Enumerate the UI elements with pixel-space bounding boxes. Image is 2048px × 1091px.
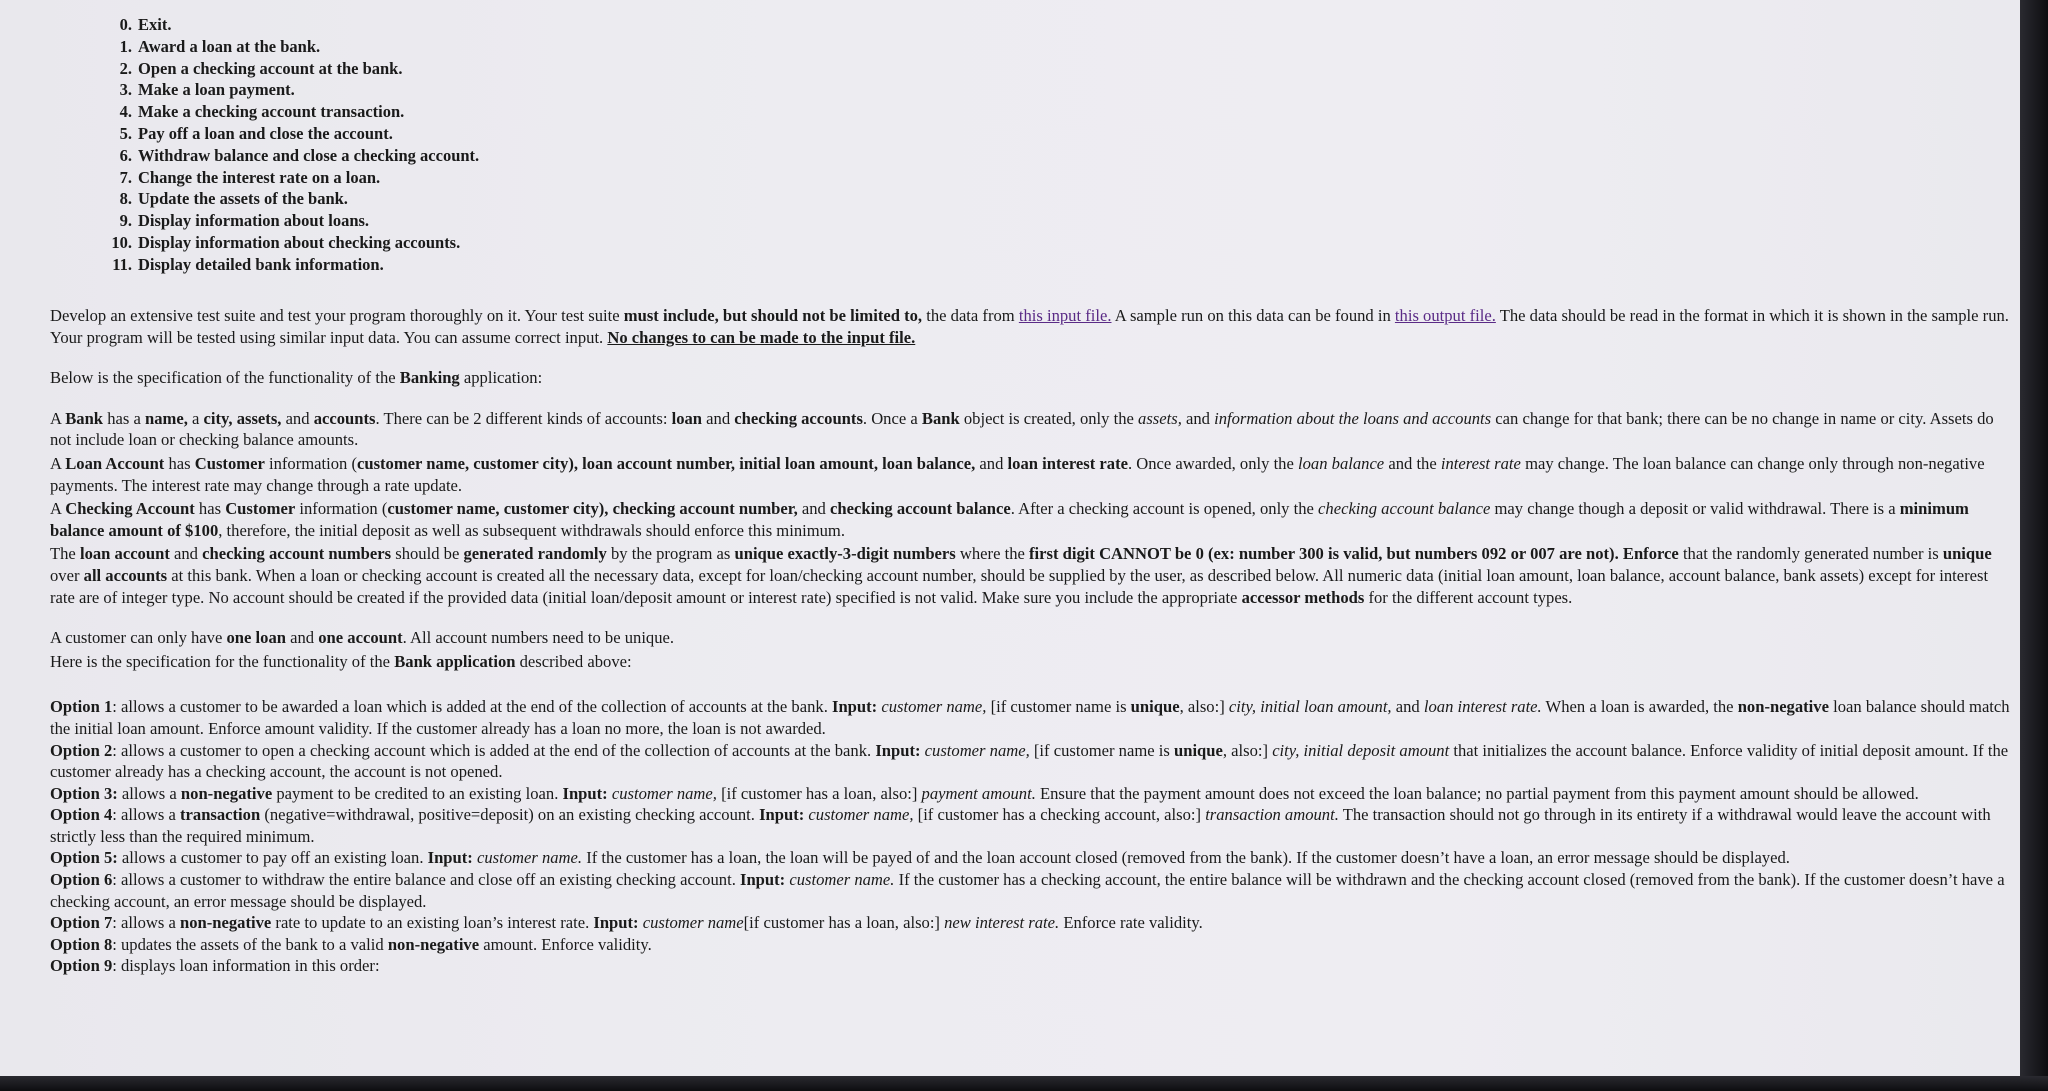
text-run: has a — [103, 408, 145, 428]
italic-run: customer name, — [804, 805, 914, 825]
text-run: by the program as — [606, 544, 735, 564]
text-run: a — [187, 408, 204, 428]
italic-run: checking account balance — [1318, 499, 1491, 519]
bold-run: must include, but should not be limited to, — [623, 306, 923, 325]
bold-run: Input: — [562, 783, 608, 803]
italic-run: customer name. — [785, 870, 895, 890]
text-run: for the different account types. — [1364, 587, 1573, 607]
text-run: . After a checking account is opened, only the — [1010, 499, 1319, 519]
italic-run: customer name, — [877, 697, 987, 717]
bold-run: Banking — [399, 368, 460, 388]
option-label: Option 4 — [50, 805, 113, 825]
text-run: A — [50, 499, 66, 519]
text-run: can change for that bank; there can be no change in name or city. Assets do not include loan or checking balance amounts. — [50, 408, 1994, 450]
text-run: information ( — [295, 499, 388, 519]
text-run: and — [702, 408, 735, 428]
menu-item — [104, 36, 479, 58]
text-run: [if customer has a loan, also:] — [716, 783, 922, 803]
italic-run: information about the loans and accounts — [1214, 408, 1492, 428]
italic-run: customer name, — [607, 783, 717, 803]
option-label: Option 1 — [50, 697, 113, 717]
bold-run: checking account balance — [830, 499, 1011, 519]
menu-item — [104, 232, 479, 254]
option-label: Option 7 — [50, 913, 113, 933]
text-run: at this bank. When a loan or checking account is created all the necessary data, except for loan/checking account number, should be supplied by the user, as described below. All numeric data (initial loan amount, loan balance, account balance, bank assets) except for interest rate are of integer type. No account should be created if the provided data (initial loan/deposit amount or interest rate) specified is not valid. Make sure you include the appropriate — [50, 565, 1989, 607]
bold-run: loan interest rate — [1007, 453, 1128, 473]
bold-run: Input: — [740, 870, 786, 890]
menu-item-label: Display detailed bank information. — [138, 254, 384, 274]
text-run: A customer can only have — [50, 628, 227, 648]
checking-account-paragraph — [50, 498, 2010, 541]
option-7-paragraph — [50, 912, 2010, 934]
text-run: may change though a deposit or valid withdrawal. There is a — [1490, 499, 1900, 519]
bold-run: generated randomly — [463, 544, 607, 564]
output-file-link[interactable]: this output file. — [1394, 306, 1496, 325]
menu-item-number: 0. — [119, 15, 132, 34]
italic-run: loan balance — [1298, 453, 1385, 473]
text-run: , also:] — [1179, 697, 1229, 717]
text-run: : allows a customer to open a checking account which is added at the end of the collection of accounts at the bank. — [112, 740, 876, 760]
text-run: and — [1391, 697, 1424, 717]
text-run: rate to update to an existing loan’s interest rate. — [271, 913, 594, 933]
menu-item — [104, 188, 479, 210]
text-run: has — [194, 499, 226, 519]
menu-item — [104, 210, 479, 232]
option-8-paragraph — [50, 934, 2010, 956]
text-run: : allows a customer to withdraw the entire balance and close off an existing checking account. — [112, 870, 740, 890]
text-run: amount. Enforce validity. — [479, 934, 652, 954]
bold-run: Bank application — [394, 651, 516, 671]
bold-run: one account — [318, 628, 403, 648]
bold-run: accounts — [313, 408, 376, 428]
bold-run: loan — [671, 408, 703, 428]
text-run: The data should be read in the format in which it is shown in the sample run. Your program will be tested using similar input data. You can assume correct input. — [50, 306, 2009, 347]
bold-run: first digit CANNOT be 0 (ex: number 300 is valid, but numbers 092 or 007 are not). Enforce — [1029, 544, 1679, 564]
italic-run: transaction amount. — [1205, 805, 1339, 825]
option-2-paragraph — [50, 740, 2010, 783]
text-run: allows a — [117, 783, 181, 803]
bold-run: Customer — [194, 453, 265, 473]
text-run: and — [1181, 408, 1215, 428]
bold-run: transaction — [180, 805, 261, 825]
menu-item-label: Withdraw balance and close a checking account. — [138, 145, 480, 165]
italic-run: payment amount. — [921, 783, 1036, 803]
text-run: Ensure that the payment amount does not exceed the loan balance; no partial payment from this payment amount should be allowed. — [1035, 783, 1919, 803]
text-run: Below is the specification of the functionality of the — [50, 368, 400, 388]
menu-item-label: Award a loan at the bank. — [138, 36, 321, 56]
option-9-paragraph — [50, 955, 2010, 977]
text-run: [if customer has a checking account, also:] — [913, 805, 1206, 825]
bold-run: checking account numbers — [202, 544, 392, 564]
option-5-paragraph — [50, 847, 2010, 869]
italic-run: new interest rate. — [944, 913, 1060, 933]
option-6-paragraph — [50, 869, 2010, 912]
text-run: over — [50, 565, 84, 585]
text-run: A sample run on this data can be found in — [1111, 306, 1395, 325]
text-run: . There can be 2 different kinds of accounts: — [375, 408, 672, 428]
bold-run: Input: — [427, 848, 473, 868]
text-run: , also:] — [1222, 740, 1273, 760]
menu-item-number: 4. — [119, 102, 132, 122]
text-run: Develop an extensive test suite and test your program thoroughly on it. Your test suite — [50, 306, 624, 325]
menu-item-number: 10. — [111, 232, 132, 252]
text-run: : updates the assets of the bank to a valid — [112, 934, 388, 954]
bold-run: Bank — [921, 408, 960, 428]
monitor-bezel-bottom — [0, 1076, 2048, 1091]
bold-run: name, — [144, 408, 188, 428]
bold-run: unique exactly-3-digit numbers — [734, 544, 956, 564]
italic-run: customer name, — [920, 740, 1030, 760]
option-3-paragraph — [50, 783, 2010, 805]
text-run: payment to be credited to an existing loan. — [272, 783, 563, 803]
menu-item-label: Update the assets of the bank. — [138, 189, 348, 209]
text-run: Enforce rate validity. — [1059, 913, 1203, 933]
menu-item-label: Display information about checking accounts. — [138, 232, 461, 252]
italic-run: loan interest rate. — [1423, 697, 1542, 717]
text-run: where the — [955, 544, 1030, 564]
text-run: and — [169, 544, 203, 564]
text-run: , therefore, the initial deposit as well as subsequent withdrawals should enforce this minimum. — [218, 520, 845, 540]
menu-item-label: Exit. — [138, 15, 172, 34]
text-run: information ( — [264, 453, 357, 473]
menu-item-number: 6. — [119, 145, 132, 165]
menu-item-number: 3. — [119, 80, 132, 100]
specification-body — [50, 305, 2010, 977]
bold-run: Input: — [875, 740, 921, 760]
text-run: : displays loan information in this order: — [112, 956, 380, 976]
bold-run: unique — [1173, 740, 1223, 760]
text-run: object is created, only the — [959, 408, 1139, 428]
bold-run: non-negative — [387, 934, 480, 954]
text-run: When a loan is awarded, the — [1541, 697, 1738, 717]
menu-item-number: 2. — [119, 58, 132, 78]
text-run: has — [164, 453, 195, 473]
menu-item — [104, 145, 479, 167]
option-label: Option 9 — [50, 956, 113, 976]
menu-item-number: 9. — [119, 211, 132, 231]
text-run: . Once a — [862, 408, 922, 428]
bold-run: customer name, customer city), checking account number, — [387, 499, 798, 519]
text-run: may change. The loan balance can change only through non-negative payments. The interest rate may change through a rate update. — [50, 453, 1985, 495]
menu-item-label: Pay off a loan and close the account. — [138, 123, 393, 143]
text-run: and — [797, 499, 831, 519]
bold-run: non-negative — [180, 913, 272, 933]
italic-run: city, initial loan amount, — [1228, 697, 1392, 717]
underlined-run: No changes to can be made to the input file. — [607, 327, 916, 347]
bold-run: Loan Account — [65, 453, 165, 473]
menu-item — [104, 79, 479, 101]
menu-list — [104, 14, 479, 276]
monitor-bezel-right — [2020, 0, 2048, 1091]
bold-run: accessor methods — [1241, 587, 1365, 607]
text-run: [if customer name is — [986, 697, 1131, 717]
text-run: [if customer has a loan, also:] — [743, 913, 945, 933]
menu-item-number: 11. — [112, 254, 132, 274]
text-run: and — [975, 453, 1008, 473]
menu-item — [104, 123, 479, 145]
menu-item — [104, 14, 479, 36]
bold-run: minimum balance amount of $100 — [50, 499, 1969, 540]
text-run: and — [285, 628, 319, 648]
input-file-link[interactable]: this input file. — [1018, 306, 1112, 325]
text-run: and — [281, 408, 314, 428]
italic-run: assets, — [1138, 408, 1182, 428]
menu-item-label: Change the interest rate on a loan. — [138, 167, 381, 187]
text-run: If the customer has a loan, the loan will be payed of and the loan account closed (removed from the bank). If the customer doesn’t have a loan, an error message should be displayed. — [582, 848, 1790, 868]
text-run: loan balance should match the initial loan amount. Enforce amount validity. If the customer already has a loan no more, the loan is not awarded. — [50, 697, 2010, 738]
text-run: the data from — [922, 306, 1019, 325]
functionality-intro-paragraph — [50, 651, 2010, 673]
bold-run: non-negative — [180, 783, 273, 803]
menu-item-label: Make a loan payment. — [138, 80, 295, 100]
text-run: . All account numbers need to be unique. — [402, 628, 675, 648]
menu-item — [104, 254, 479, 276]
bold-run: non-negative — [1737, 697, 1829, 717]
text-run: If the customer has a checking account, the entire balance will be withdrawn and the checking account closed (removed from the bank). If the customer doesn’t have a checking account, an error message should be displayed. — [50, 870, 2005, 911]
text-run: : allows a — [112, 805, 180, 825]
bold-run: loan account — [79, 544, 170, 564]
text-run: that initializes the account balance. Enforce validity of initial deposit amount. If the customer already has a checking account, the account is not opened. — [50, 740, 2009, 782]
bold-run: checking accounts — [734, 408, 863, 428]
menu-item-number: 7. — [119, 167, 132, 187]
intro-paragraph — [50, 305, 2010, 348]
text-run: The — [50, 544, 80, 564]
account-numbers-paragraph — [50, 543, 2010, 608]
bold-run: Checking Account — [65, 499, 195, 519]
text-run: . Once awarded, only the — [1127, 453, 1298, 473]
text-run: (negative=withdrawal, positive=deposit) on an existing checking account. — [260, 805, 760, 825]
menu-item-label: Display information about loans. — [138, 211, 370, 231]
italic-run: customer name — [638, 913, 744, 933]
bold-run: Bank — [65, 408, 104, 428]
menu-item-number: 5. — [119, 123, 132, 143]
menu-item-number: 8. — [119, 189, 132, 209]
option-label: Option 3: — [50, 783, 118, 803]
text-run: allows a customer to pay off an existing loan. — [117, 848, 428, 868]
option-label: Option 8 — [50, 934, 113, 954]
text-run: A — [50, 408, 66, 428]
menu-item — [104, 167, 479, 189]
menu-item-label: Make a checking account transaction. — [138, 102, 405, 122]
menu-item — [104, 58, 479, 80]
text-run: A — [50, 453, 66, 473]
bold-run: Input: — [593, 913, 639, 933]
text-run: : allows a customer to be awarded a loan which is added at the end of the collection of accounts at the bank. — [112, 697, 832, 717]
text-run: The transaction should not go through in its entirety if a withdrawal would leave the account with strictly less than the required minimum. — [50, 805, 1991, 846]
text-run: Here is the specification for the functionality of the — [50, 651, 395, 671]
text-run: application: — [459, 368, 543, 388]
bold-run: one loan — [226, 628, 286, 648]
text-run: described above: — [515, 651, 632, 671]
text-run: : allows a — [112, 913, 180, 933]
italic-run: customer name. — [472, 848, 583, 868]
text-run: should be — [391, 544, 464, 564]
bold-run: unique — [1942, 544, 1992, 564]
option-1-paragraph — [50, 696, 2010, 739]
italic-run: city, initial deposit amount — [1272, 740, 1450, 760]
bold-run: Customer — [225, 499, 296, 519]
bold-run: Input: — [759, 805, 805, 825]
option-label: Option 2 — [50, 740, 113, 760]
option-label: Option 5: — [50, 848, 118, 868]
one-each-paragraph — [50, 627, 2010, 649]
menu-item-number: 1. — [119, 36, 132, 56]
text-run: and the — [1384, 453, 1441, 473]
text-run: that the randomly generated number is — [1678, 544, 1943, 564]
bold-run: all accounts — [83, 565, 168, 585]
bold-run: Input: — [832, 697, 878, 717]
menu-item-label: Open a checking account at the bank. — [138, 58, 403, 78]
bold-run: customer name, customer city), loan account number, initial loan amount, loan balance, — [356, 453, 976, 473]
menu-item — [104, 101, 479, 123]
loan-account-paragraph — [50, 453, 2010, 496]
bold-run: city, assets, — [203, 408, 282, 428]
bank-paragraph — [50, 408, 2010, 451]
bold-run: unique — [1130, 697, 1180, 717]
italic-run: interest rate — [1440, 453, 1521, 473]
option-4-paragraph — [50, 804, 2010, 847]
text-run: [if customer name is — [1029, 740, 1174, 760]
option-label: Option 6 — [50, 870, 113, 890]
spec-intro-paragraph — [50, 367, 2010, 389]
